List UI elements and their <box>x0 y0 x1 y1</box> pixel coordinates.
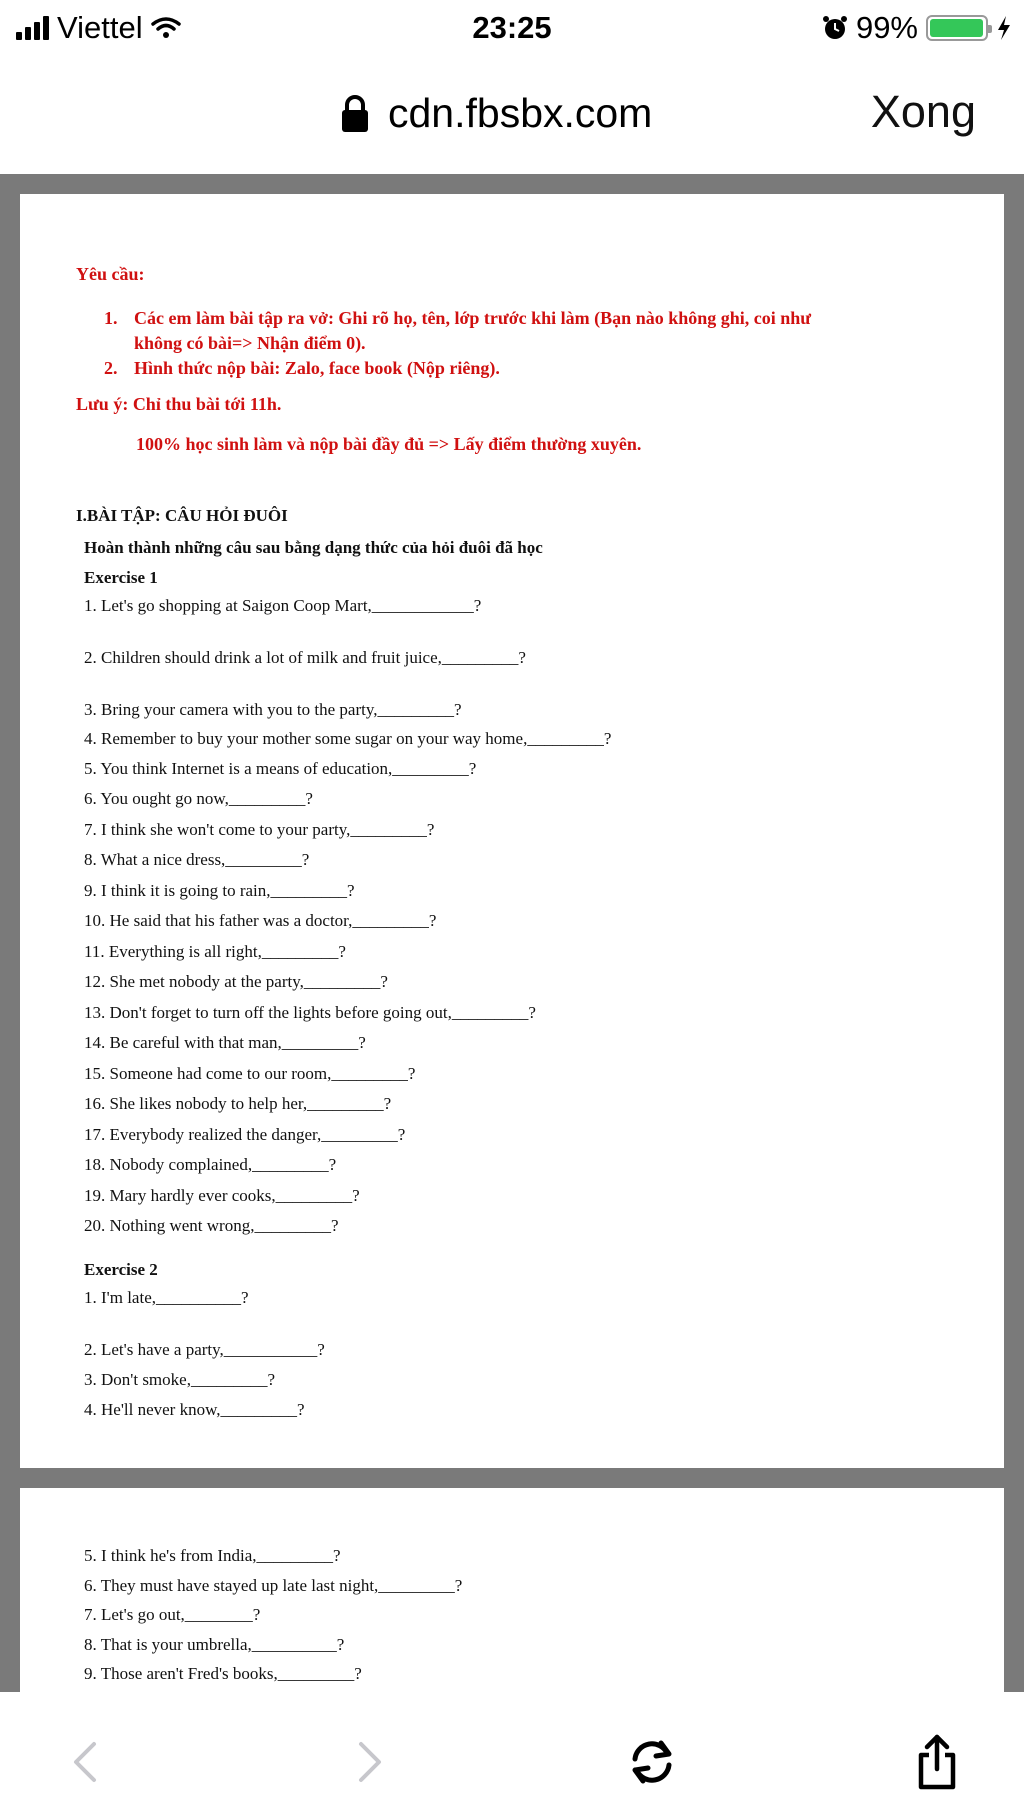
question: 1. Let's go shopping at Saigon Coop Mart,____________? <box>84 596 482 615</box>
question: 7. I think she won't come to your party,_________? <box>84 820 435 839</box>
question: 6. You ought go now,_________? <box>84 789 313 808</box>
question: 20. Nothing went wrong,_________? <box>84 1216 339 1235</box>
back-button[interactable] <box>55 1732 115 1792</box>
question: 1. I'm late,__________? <box>84 1288 249 1307</box>
browser-header <box>0 56 1024 174</box>
question: 2. Let's have a party,___________? <box>84 1340 325 1359</box>
question: 5. You think Internet is a means of education,_________? <box>84 759 477 778</box>
document-page-2 <box>20 1488 1004 1692</box>
battery-percent: 99% <box>855 10 918 45</box>
question: 2. Children should drink a lot of milk and fruit juice,_________? <box>84 648 526 667</box>
note-score: 100% học sinh làm và nộp bài đầy đủ => Lấy điểm thường xuyên. <box>136 434 642 454</box>
question: 3. Don't smoke,_________? <box>84 1370 275 1389</box>
document-page-1 <box>20 194 1004 1468</box>
battery-icon <box>926 15 988 41</box>
question: 7. Let's go out,________? <box>84 1605 261 1624</box>
question: 17. Everybody realized the danger,_________? <box>84 1125 406 1144</box>
document-viewer[interactable] <box>0 174 1024 1692</box>
chevron-right-icon <box>355 1740 385 1784</box>
forward-button[interactable] <box>340 1732 400 1792</box>
question: 6. They must have stayed up late last night,_________? <box>84 1576 463 1595</box>
question: 11. Everything is all right,_________? <box>84 942 346 961</box>
exercise-2-title: Exercise 2 <box>84 1260 158 1279</box>
question: 14. Be careful with that man,_________? <box>84 1033 366 1052</box>
url-bar[interactable] <box>340 90 652 137</box>
lock-icon <box>340 94 370 134</box>
reload-icon <box>625 1735 679 1789</box>
done-button[interactable]: Xong <box>870 86 976 137</box>
battery-fill <box>930 19 983 37</box>
status-right <box>822 10 1012 46</box>
question: 19. Mary hardly ever cooks,_________? <box>84 1186 360 1205</box>
note: Lưu ý: Chỉ thu bài tới 11h. <box>76 394 282 414</box>
section-title: I.BÀI TẬP: CÂU HỎI ĐUÔI <box>76 506 288 525</box>
question: 16. She likes nobody to help her,_________? <box>84 1094 392 1113</box>
reload-button[interactable] <box>622 1732 682 1792</box>
question: 10. He said that his father was a doctor,_________? <box>84 911 437 930</box>
share-icon <box>913 1733 961 1791</box>
question: 9. Those aren't Fred's books,_________? <box>84 1664 362 1683</box>
question: 8. That is your umbrella,__________? <box>84 1635 345 1654</box>
charging-bolt-icon <box>996 15 1012 41</box>
chevron-left-icon <box>70 1740 100 1784</box>
alarm-icon <box>822 15 848 41</box>
question: 15. Someone had come to our room,_________? <box>84 1064 416 1083</box>
carrier-name: Viettel <box>57 10 143 45</box>
question: 4. Remember to buy your mother some sugar on your way home,_________? <box>84 729 612 748</box>
requirement-item: 2. Hình thức nộp bài: Zalo, face book (Nộp riêng). <box>104 358 500 378</box>
question: 9. I think it is going to rain,_________? <box>84 881 355 900</box>
question: 4. He'll never know,_________? <box>84 1400 305 1419</box>
instruction: Hoàn thành những câu sau bằng dạng thức của hỏi đuôi đã học <box>84 538 543 557</box>
requirements-list <box>104 306 964 381</box>
status-time: 23:25 <box>472 10 552 45</box>
question: 3. Bring your camera with you to the party,_________? <box>84 700 462 719</box>
url-text: cdn.fbsbx.com <box>388 90 653 136</box>
question: 8. What a nice dress,_________? <box>84 850 310 869</box>
question: 12. She met nobody at the party,_________? <box>84 972 388 991</box>
requirements-title: Yêu cầu: <box>76 264 145 284</box>
question: 13. Don't forget to turn off the lights before going out,_________? <box>84 1003 536 1022</box>
question: 18. Nobody complained,_________? <box>84 1155 337 1174</box>
share-button[interactable] <box>907 1732 967 1792</box>
requirement-item: 1. Các em làm bài tập ra vở: Ghi rõ họ, tên, lớp trước khi làm (Bạn nào không ghi, coi như không có bài=> Nhận điểm 0). <box>104 308 812 353</box>
exercise-1-title: Exercise 1 <box>84 568 158 587</box>
bottom-toolbar <box>0 1692 1024 1820</box>
status-bar <box>0 0 1024 56</box>
question: 5. I think he's from India,_________? <box>84 1546 341 1565</box>
